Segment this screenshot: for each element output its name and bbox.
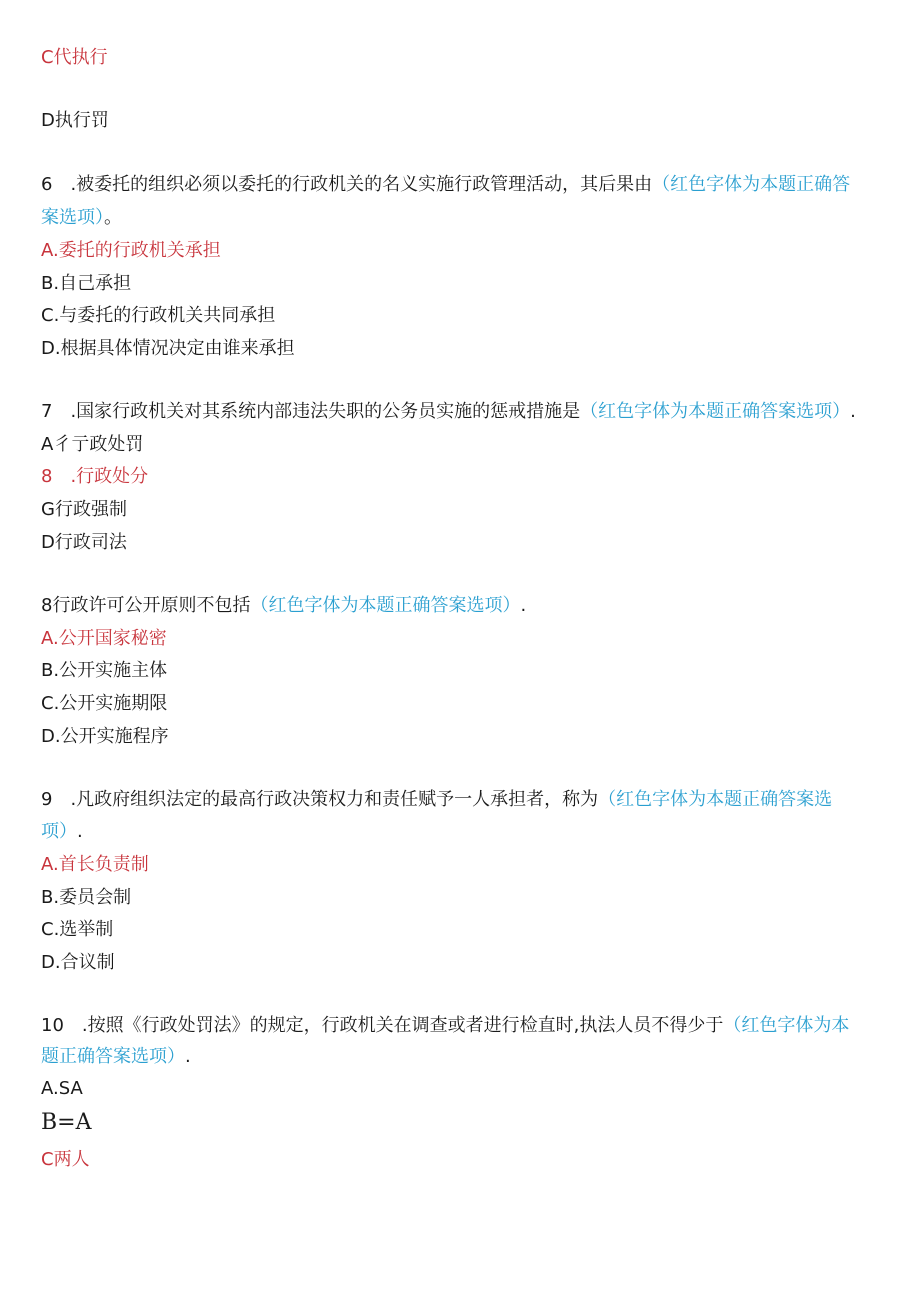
answer-option-c-prev: C代执行 [41,47,108,68]
question-8-option-c: C.公开实施期限 [41,693,168,714]
question-6-text: 6 .被委托的组织必须以委托的行政机关的名义实施行政管理活动，其后果由 [41,174,653,195]
question-10-option-c: C两人 [41,1149,90,1170]
question-6-hint-cont: 案选项） [41,207,104,228]
question-8-line1 [41,595,526,617]
question-7-option-a: A彳亍政处罚 [41,434,144,455]
question-8-end: . [520,595,527,616]
question-6-option-b: B.自己承担 [41,273,132,294]
question-9-line2 [41,821,83,843]
question-7-option-c: G行政强制 [41,499,127,520]
question-9-line1 [41,789,832,811]
question-10-line2 [41,1046,191,1068]
question-10-option-a: A.SA [41,1078,83,1099]
question-10-option-b: B=A [41,1110,92,1135]
question-8-text: 8行政许可公开原则不包括 [41,595,251,616]
question-6-line2 [41,207,122,229]
question-8-hint: （红色字体为本题正确答案选项） [250,595,521,616]
question-7-end: . [850,401,856,422]
question-8-option-d: D.公开实施程序 [41,726,169,747]
question-6-line1 [41,174,850,196]
question-10-hint-cont: 题正确答案选项） [41,1046,185,1067]
question-7-hint: （红色字体为本题正确答案选项） [580,401,851,422]
question-9-option-a: A.首长负责制 [41,854,149,875]
question-10-end: . [185,1046,191,1067]
question-8-option-b: B.公开实施主体 [41,660,168,681]
question-7-option-d: D行政司法 [41,532,127,553]
question-9-text: 9 .凡政府组织法定的最高行政决策权力和责任赋予一人承担者，称为 [41,789,599,810]
question-6-end: 。 [104,207,122,228]
question-9-option-c: C.选举制 [41,919,114,940]
question-8-option-a: A.公开国家秘密 [41,628,167,649]
question-6-option-d: D.根据具体情况决定由谁来承担 [41,338,295,359]
question-7-text: 7 .国家行政机关对其系统内部违法失职的公务员实施的惩戒措施是 [41,401,581,422]
question-6-hint: （红色字体为本题正确答 [652,174,851,195]
question-9-hint-cont: 项） [41,821,77,842]
option-d-prev: D执行罚 [41,110,109,131]
question-6-option-c: C.与委托的行政机关共同承担 [41,305,276,326]
question-9-option-d: D.合议制 [41,952,115,973]
question-9-end: . [77,821,83,842]
question-6-option-a: A.委托的行政机关承担 [41,240,221,261]
question-10-text: 10 .按照《行政处罚法》的规定，行政机关在调查或者进行检直时,执法人员不得少于 [41,1015,724,1036]
question-7-line1 [41,401,856,423]
question-9-option-b: B.委员会制 [41,887,132,908]
question-10-hint: （红色字体为本 [723,1015,850,1036]
question-10-line1 [41,1015,849,1037]
question-9-hint: （红色字体为本题正确答案选 [598,789,833,810]
question-7-option-b: 8 .行政处分 [41,466,149,487]
